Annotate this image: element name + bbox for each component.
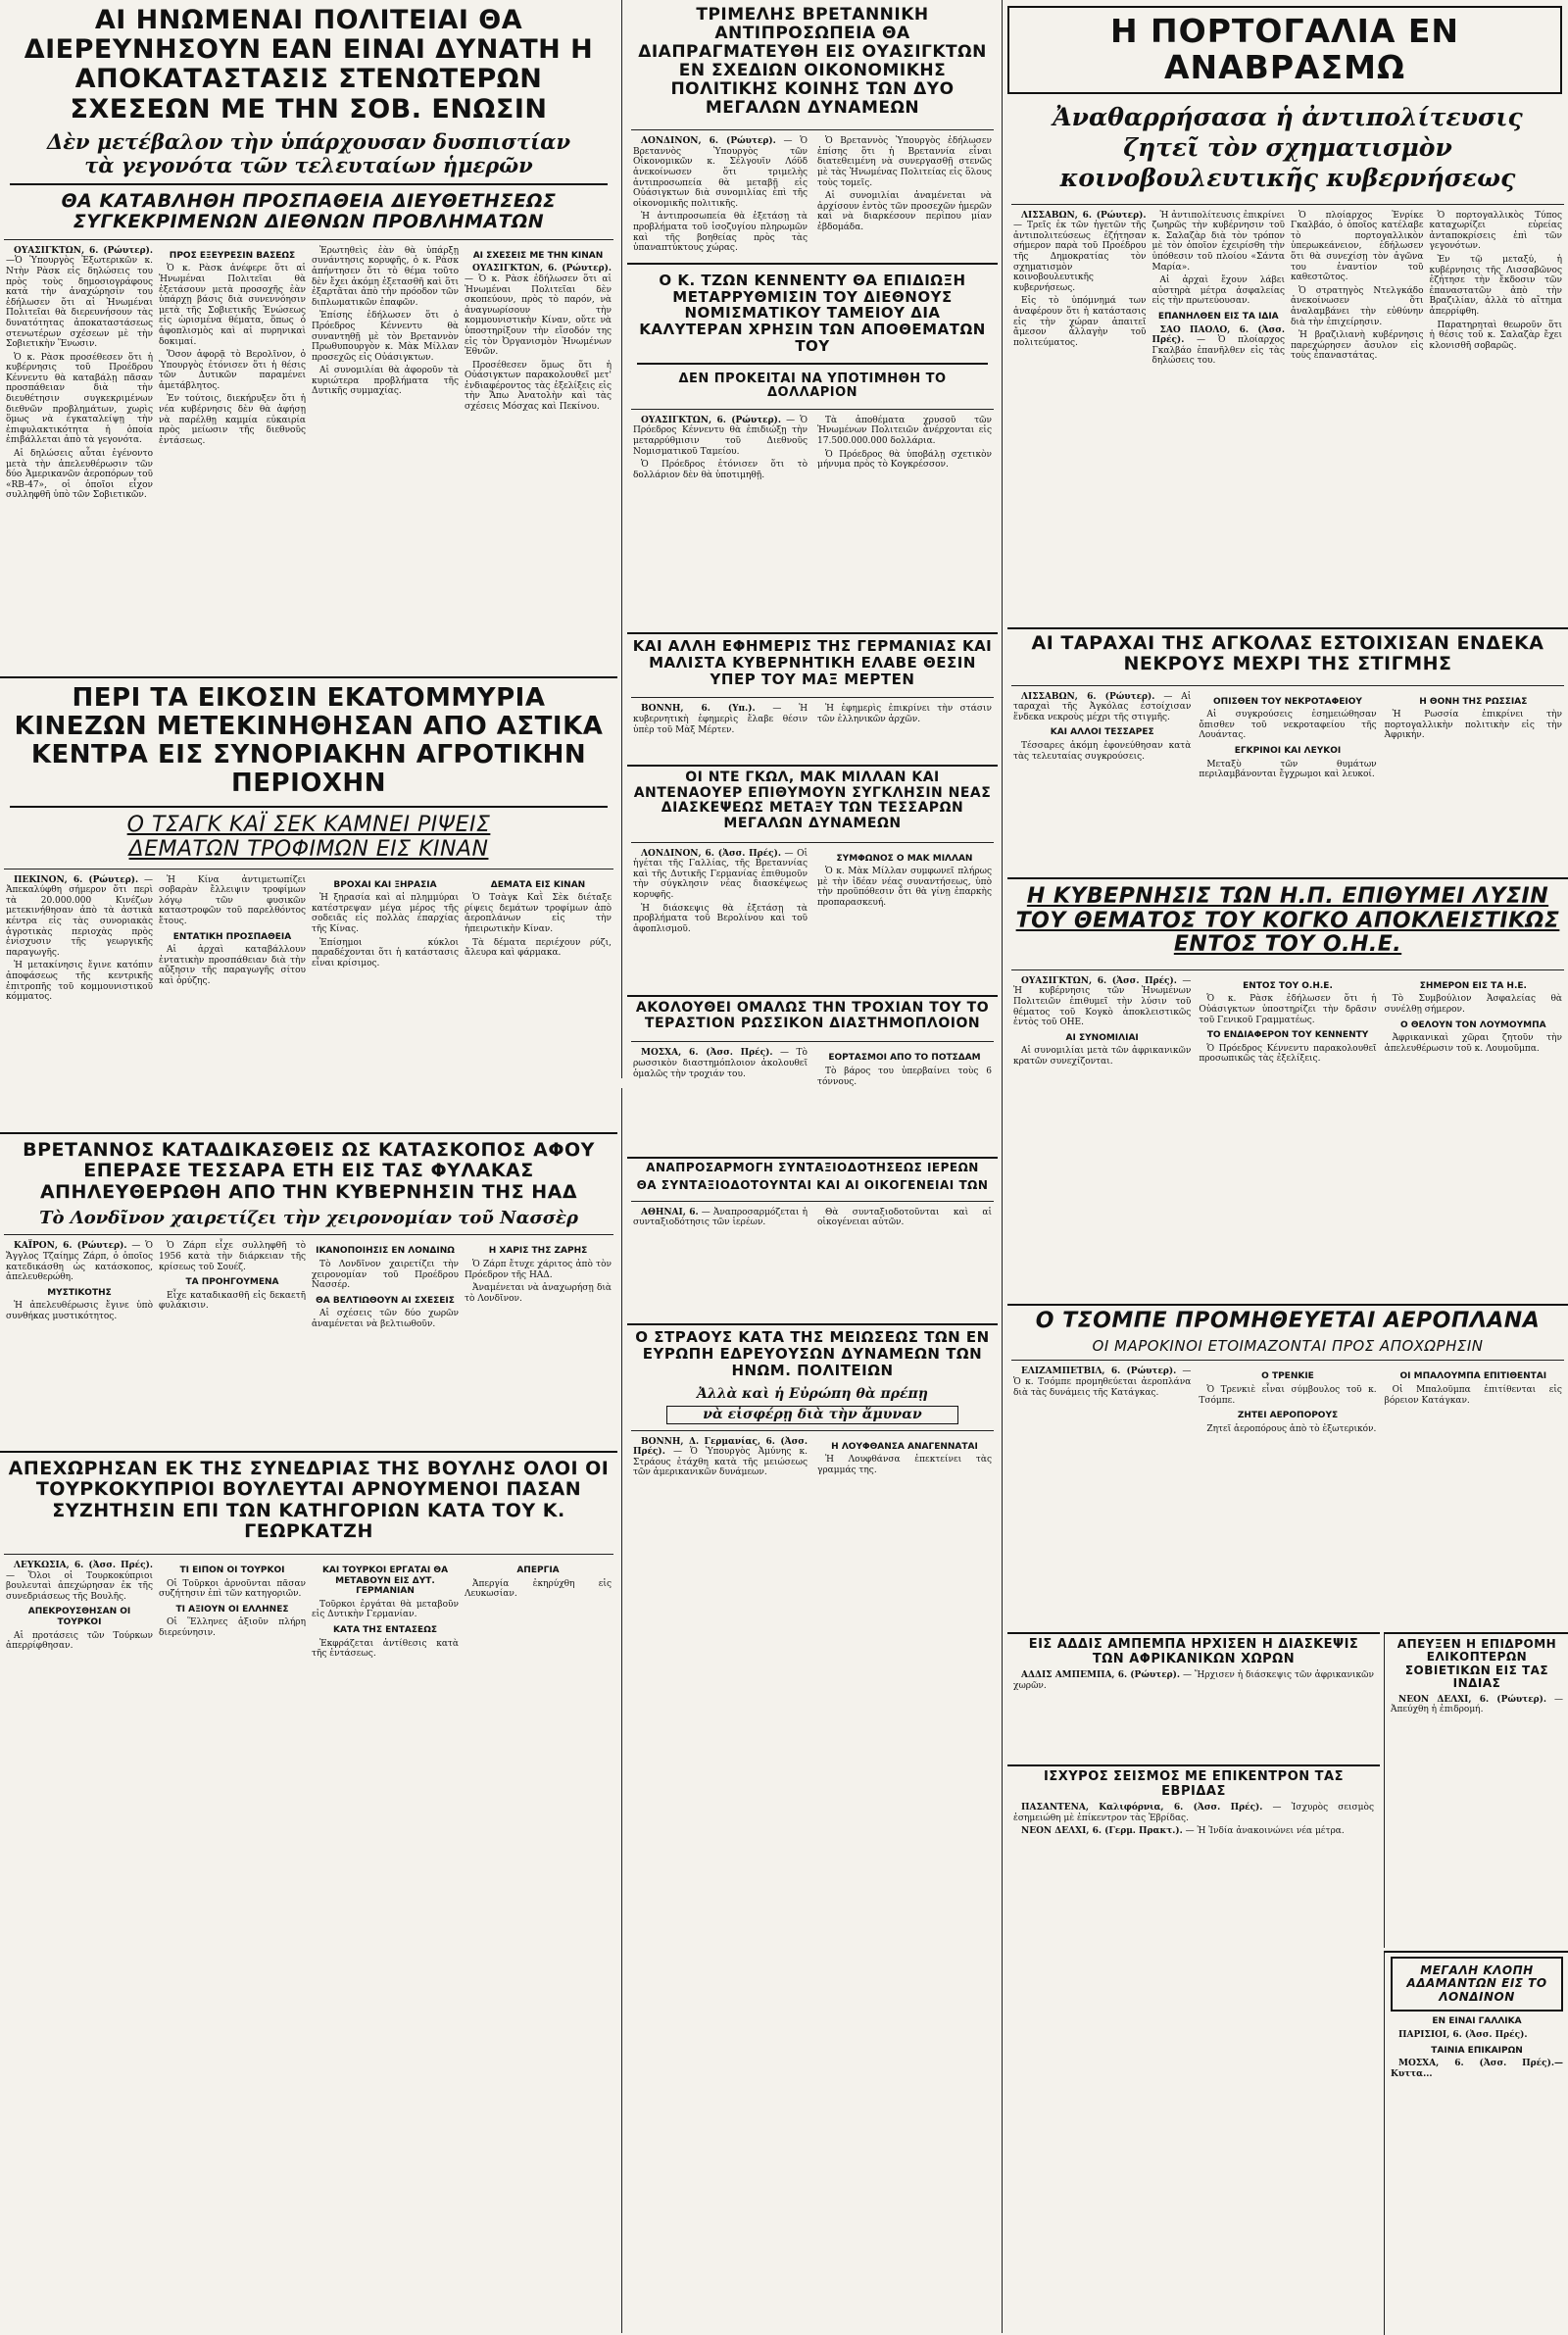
article-column: Ἐρωτηθεὶς ἐὰν θὰ ὑπάρξῃ συνάντησις κορυφῆς, ὁ κ. Ρὰσκ ἀπήντησεν ὅτι τὸ θέμα τοῦτο δὲν ἔχει ἀκόμη ἐξετασθῆ καὶ ὅτι ἐξαρτᾶται ἀπὸ τὴν πρόοδον τῶν διπλωματικῶν ἐπαφῶν. Ἐπίσης ἐδήλωσεν ὅτι ὁ Πρόεδρος Κέννεντυ θὰ συναντηθῇ μὲ τὸν Βρεταννὸν Πρωθυπουργὸν κ. Μὰκ Μίλλαν προσεχῶς εἰς Οὐάσιγκτων. Αἱ συνομιλίαι θὰ ἀφοροῦν τὰ κυριώτερα προβλήματα τῆς Δυτικῆς συμμαχίας. [312, 245, 459, 397]
dateline: ΠΑΣΑΝΤΕΝΑ, Καλιφόρνια, 6. (Ἀσσ. Πρές). [1021, 1803, 1263, 1813]
article-column: Ὁ Βρεταννὸς Ὑπουργὸς ἐδήλωσεν ἐπίσης ὅτι ἡ Βρεταννία εἶναι διατεθειμένη νὰ συνεργασθῇ στενῶς μὲ τὰς Ἡνωμένας Πολιτείας εἰς ὅλους τοὺς τομεῖς. Αἱ συνομιλίαι ἀναμένεται νὰ ἀρχίσουν ἐντὸς τῶν προσεχῶν ἡμερῶν καὶ νὰ διαρκέσουν περίπου μίαν ἑβδομάδα. [817, 136, 992, 232]
article-column: ΟΙ ΜΠΑΛΟΥΜΠΑ ΕΠΙΤΙΘΕΝΤΑΙ Οἱ Μπαλοῦμπα ἐπιτίθενται εἰς βόρειον Κατάγκαν. [1384, 1371, 1562, 1406]
article-column: Η ΛΟΥΦΘΑΝΣΑ ΑΝΑΓΕΝΝΑΤΑΙ Ἡ Λουφθάνσα ἐπεκτείνει τὰς γραμμάς της. [817, 1441, 992, 1475]
article-us-soviet [0, 0, 617, 676]
dateline: ΛΙΣΣΑΒΩΝ, 6. (Ρώυτερ). [1021, 210, 1147, 221]
headline-strauss: Ο ΣΤΡΑΟΥΣ ΚΑΤΑ ΤΗΣ ΜΕΙΩΣΕΩΣ ΤΩΝ ΕΝ ΕΥΡΩΠΗ ΕΔΡΕΥΟΥΣΩΝ ΔΥΝΑΜΕΩΝ ΤΩΝ ΗΝΩΜ. ΠΟΛΙΤΕΙΩΝ [635, 1328, 990, 1379]
article-column: Ἡ ἀντιπολίτευσις ἐπικρίνει ζωηρῶς τὴν κυβέρνησιν τοῦ κ. Σαλαζὰρ διὰ τὸν τρόπον μὲ τὸν ὁποῖον ἐχειρίσθη τὴν ὑπόθεσιν τοῦ πλοίου «Σάντα Μαρία». Αἱ ἀρχαὶ ἔχουν λάβει αὐστηρὰ μέτρα ἀσφαλείας εἰς τὴν πρωτεύουσαν. ΕΠΑΝΗΛΘΕΝ ΕΙΣ ΤΑ ΙΔΙΑ ΣΑΟ ΠΑΟΛΟ, 6. (Ἀσσ. Πρές). — Ὁ πλοίαρχος Γκαλβάο ἐπανῆλθεν εἰς τὰς δηλώσεις του. [1152, 210, 1285, 367]
article-column: ΚΑΙ ΤΟΥΡΚΟΙ ΕΡΓΑΤΑΙ ΘΑ ΜΕΤΑΒΟΥΝ ΕΙΣ ΔΥΤ. ΓΕΡΜΑΝΙΑΝ Τοῦρκοι ἐργάται θὰ μεταβοῦν εἰς Δυτικὴν Γερμανίαν. ΚΑΤΑ ΤΗΣ ΕΝΤΑΣΕΩΣ Ἐκφράζεται ἀντίθεσις κατὰ τῆς ἐντάσεως. [312, 1565, 459, 1660]
article-column: ΟΥΑΣΙΓΚΤΩΝ, 6. (Ἀσσ. Πρές). — Ἡ κυβέρνησις τῶν Ἡνωμένων Πολιτειῶν ἐπιθυμεῖ τὴν λύσιν τοῦ θέματος τοῦ Κογκὸ ἀποκλειστικῶς ἐντὸς τοῦ ΟΗΕ. ΑΙ ΣΥΝΟΜΙΛΙΑΙ Αἱ συνομιλίαι μετὰ τῶν ἀφρικανικῶν κρατῶν συνεχίζονται. [1013, 975, 1192, 1068]
section-heading: ΤΑ ΠΡΟΗΓΟΥΜΕΝΑ [185, 1277, 279, 1288]
headline-us-soviet: ΑΙ ΗΝΩΜΕΝΑΙ ΠΟΛΙΤΕΙΑΙ ΘΑ ΔΙΕΡΕΥΝΗΣΟΥΝ ΕΑΝ ΕΙΝΑΙ ΔΥΝΑΤΗ Η ΑΠΟΚΑΤΑΣΤΑΣΙΣ ΣΤΕΝΩΤΕΡΩΝ ΣΧΕΣΕΩΝ ΜΕ ΤΗΝ ΣΟΒ. ΕΝΩΣΙΝ [24, 5, 594, 124]
section-heading: ΤΑΙΝΙΑ ΕΠΙΚΑΙΡΩΝ [1431, 2045, 1523, 2056]
headline-earthquake: ΙΣΧΥΡΟΣ ΣΕΙΣΜΟΣ ΜΕ ΕΠΙΚΕΝΤΡΟΝ ΤΑΣ ΕΒΡΙΔΑΣ [1044, 1769, 1344, 1799]
headline-tshombe: Ο ΤΣΟΜΠΕ ΠΡΟΜΗΘΕΥΕΤΑΙ ΑΕΡΟΠΛΑΝΑ [1035, 1309, 1541, 1333]
headline-clergy: ΑΝΑΠΡΟΣΑΡΜΟΓΗ ΣΥΝΤΑΞΙΟΔΟΤΗΣΕΩΣ ΙΕΡΕΩΝ [646, 1161, 979, 1174]
article-column: ΒΟΝΝΗ, 6. (Υπ.). — Ἡ κυβερνητικὴ ἐφημερὶς ἔλαβε θέσιν ὑπὲρ τοῦ Μὰξ Μέρτεν. [633, 704, 808, 735]
dateline: ΛΟΝΔΙΝΟΝ, 6. (Ἀσσ. Πρές). [641, 848, 781, 859]
headline-spacecraft: ΑΚΟΛΟΥΘΕΙ ΟΜΑΛΩΣ ΤΗΝ ΤΡΟΧΙΑΝ ΤΟΥ ΤΟ ΤΕΡΑΣΤΙΟΝ ΡΩΣΣΙΚΟΝ ΔΙΑΣΤΗΜΟΠΛΟΙΟΝ [635, 1000, 990, 1031]
article-column: Ο ΤΡΕΝΚΙΕ Ὁ Τρενκιὲ εἶναι σύμβουλος τοῦ κ. Τσόμπε. ΖΗΤΕΙ ΑΕΡΟΠΟΡΟΥΣ Ζητεῖ ἀεροπόρους ἀπὸ τὸ ἐξωτερικόν. [1199, 1371, 1377, 1434]
subheadline-europe: Ἀλλὰ καὶ ἡ Εὐρώπη θὰ πρέπῃ [697, 1386, 928, 1403]
subheadline-international-problems: ΘΑ ΚΑΤΑΒΛΗΘΗ ΠΡΟΣΠΑΘΕΙΑ ΔΙΕΥΘΕΤΗΣΕΩΣ ΣΥΓΚΕΚΡΙΜΕΝΩΝ ΔΙΕΘΝΩΝ ΠΡΟΒΛΗΜΑΤΩΝ [61, 190, 557, 233]
section-heading: ΕΝΤΑΤΙΚΗ ΠΡΟΣΠΑΘΕΙΑ [172, 931, 292, 942]
article-column: ΛΟΝΔΙΝΟΝ, 6. (Ρώυτερ). — Ὁ Βρεταννὸς Ὑπουργὸς τῶν Οἰκονομικῶν κ. Σέλγουϊν Λόϋδ ἀνεκοίνωσεν ὅτι τριμελὴς ἀντιπροσωπεία θὰ μεταβῇ εἰς Οὐάσιγκτων διὰ συνομιλίας ἐπὶ τῆς οἰκονομικῆς πολιτικῆς. Ἡ ἀντιπροσωπεία θὰ ἐξετάσῃ τὰ προβλήματα τοῦ ἰσοζυγίου πληρωμῶν καὶ τῆς βοηθείας πρὸς τὰς ὑπαναπτύκτους χώρας. [633, 136, 808, 254]
headline-congo: Η ΚΥΒΕΡΝΗΣΙΣ ΤΩΝ Η.Π. ΕΠΙΘΥΜΕΙ ΛΥΣΙΝ ΤΟΥ ΘΕΜΑΤΟΣ ΤΟΥ ΚΟΓΚΟ ΑΠΟΚΛΕΙΣΤΙΚΩΣ ΕΝΤΟΣ ΤΟΥ Ο.Η.Ε. [1015, 884, 1560, 958]
article-column: ΣΗΜΕΡΟΝ ΕΙΣ ΤΑ Η.Ε. Τὸ Συμβούλιον Ἀσφαλείας θὰ συνέλθῃ σήμερον. Ο ΘΕΛΟΥΝ ΤΟΝ ΛΟΥΜΟΥΜΠΑ Ἀφρικανικαὶ χῶραι ζητοῦν τὴν ἀπελευθέρωσιν τοῦ κ. Λουμοῦμπα. [1384, 980, 1562, 1054]
dateline: ΛΟΝΔΙΝΟΝ, 6. (Ρώυτερ). [641, 136, 776, 147]
article-column: ΛΙΣΣΑΒΩΝ, 6. (Ρώυτερ). — Τρεῖς ἐκ τῶν ἡγετῶν τῆς ἀντιπολιτεύσεως ἐζήτησαν σήμερον παρὰ τοῦ Προέδρου τῆς Δημοκρατίας τὸν σχηματισμὸν κοινοβουλευτικῆς κυβερνήσεως. Εἰς τὸ ὑπόμνημά των ἀναφέρουν ὅτι ἡ κατάστασις εἰς τὴν χώραν ἀπαιτεῖ ἄμεσον ἀλλαγὴν τοῦ πολιτεύματος. [1013, 210, 1147, 348]
article-strauss [627, 1323, 998, 2335]
dateline: ΟΥΑΣΙΓΚΤΩΝ, 6. (Ρώυτερ). [14, 245, 153, 256]
headline-china: ΠΕΡΙ ΤΑ ΕΙΚΟΣΙΝ ΕΚΑΤΟΜΜΥΡΙΑ ΚΙΝΕΖΩΝ ΜΕΤΕΚΙΝΗΘΗΣΑΝ ΑΠΟ ΑΣΤΙΚΑ ΚΕΝΤΡΑ ΕΙΣ ΣΥΝΟΡΙΑΚΗΝ ΑΓΡΟΤΙΚΗΝ ΠΕΡΙΟΧΗΝ [14, 683, 604, 799]
dateline: ΑΘΗΝΑΙ, 6. [641, 1207, 699, 1217]
article-clergy-pensions [627, 1157, 998, 1320]
article-british-delegation [627, 0, 998, 627]
article-column: ΛΟΝΔΙΝΟΝ, 6. (Ἀσσ. Πρές). — Οἱ ἡγέται τῆς Γαλλίας, τῆς Βρεταννίας καὶ τῆς Δυτικῆς Γερμανίας ἐπιθυμοῦν τὴν σύγκλησιν νέας διασκέψεως κορυφῆς. Ἡ διάσκεψις θὰ ἐξετάσῃ τὰ προβλήματα τοῦ Βερολίνου καὶ τοῦ ἀφοπλισμοῦ. [633, 848, 808, 934]
headline-diamond-theft: ΜΕΓΑΛΗ ΚΛΟΠΗ ΑΔΑΜΑΝΤΩΝ ΕΙΣ ΤΟ ΛΟΝΔΙΝΟΝ [1406, 1963, 1547, 2004]
section-heading: ΟΠΙΣΘΕΝ ΤΟΥ ΝΕΚΡΟΤΑΦΕΙΟΥ [1213, 696, 1362, 707]
headline-kennedy-imf: Ο Κ. ΤΖΩΝ ΚΕΝΝΕΝΤΥ ΘΑ ΕΠΙΔΙΩΞΗ ΜΕΤΑΡΡΥΘΜΙΣΙΝ ΤΟΥ ΔΙΕΘΝΟΥΣ ΝΟΜΙΣΜΑΤΙΚΟΥ ΤΑΜΕΙΟΥ ΔΙΑ ΚΑΛΥΤΕΡΑΝ ΧΡΗΣΙΝ ΤΩΝ ΑΠΟΘΕΜΑΤΩΝ ΤΟΥ [639, 271, 986, 355]
article-column: ΑΙ ΣΧΕΣΕΙΣ ΜΕ ΤΗΝ ΚΙΝΑΝ ΟΥΑΣΙΓΚΤΩΝ, 6. (Ρώυτερ). — Ὁ κ. Ρὰσκ ἐδήλωσεν ὅτι αἱ Ἡνωμέναι Πολιτεῖαι δὲν σκοπεύουν, πρὸς τὸ παρόν, νὰ ἀναγνωρίσουν τὴν κομμουνιστικὴν Κίναν, οὔτε νὰ ὑποστηρίξουν τὴν εἴσοδόν της εἰς τὸν Ὀργανισμὸν Ἡνωμένων Ἐθνῶν. Προσέθεσεν ὅμως ὅτι ἡ Οὐάσιγκτων παρακολουθεῖ μετ' ἐνδιαφέροντος τὰς ἐξελίξεις εἰς τὴν Ἄπω Ἀνατολὴν καὶ τὰς σχέσεις Μόσχας καὶ Πεκίνου. [465, 250, 612, 413]
article-column: ΠΕΚΙΝΟΝ, 6. (Ρώυτερ). — Ἀπεκαλύφθη σήμερον ὅτι περὶ τὰ 20.000.000 Κινέζων μετεκινήθησαν ἀπὸ τὰ ἀστικὰ κέντρα εἰς τὰς συνοριακὰς ἀγροτικὰς περιοχὰς πρὸς ἐνίσχυσιν τῆς γεωργικῆς παραγωγῆς. Ἡ μετακίνησις ἔγινε κατόπιν ἀποφάσεως τῆς κεντρικῆς ἐπιτροπῆς τοῦ κομμουνιστικοῦ κόμματος. [6, 874, 153, 1003]
section-heading: ΕΝ ΕΙΝΑΙ ΓΑΛΛΙΚΑ [1432, 2016, 1522, 2027]
section-heading: ΠΡΟΣ ΕΞΕΥΡΕΣΙΝ ΒΑΣΕΩΣ [169, 250, 296, 261]
headline-spy: ΒΡΕΤΑΝΝΟΣ ΚΑΤΑΔΙΚΑΣΘΕΙΣ ΩΣ ΚΑΤΑΣΚΟΠΟΣ ΑΦΟΥ ΕΠΕΡΑΣΕ ΤΕΣΣΑΡΑ ΕΤΗ ΕΙΣ ΤΑΣ ΦΥΛΑΚΑΣ ΑΠΗΛΕΥΘΕΡΩΘΗ ΑΠΟ ΤΗΝ ΚΥΒΕΡΝΗΣΙΝ ΤΗΣ ΗΑΔ [23, 1139, 595, 1203]
article-column: ΙΚΑΝΟΠΟΙΗΣΙΣ ΕΝ ΛΟΝΔΙΝΩ Τὸ Λονδῖνον χαιρετίζει τὴν χειρονομίαν τοῦ Προέδρου Νασσέρ. ΘΑ ΒΕΛΤΙΩΘΟΥΝ ΑΙ ΣΧΕΣΕΙΣ Αἱ σχέσεις τῶν δύο χωρῶν ἀναμένεται νὰ βελτιωθοῦν. [312, 1246, 459, 1330]
article-cyprus [0, 1451, 617, 2335]
article-column: ΛΕΥΚΩΣΙΑ, 6. (Ἀσσ. Πρές). — Ὅλοι οἱ Τουρκοκύπριοι βουλευταὶ ἀπεχώρησαν ἐκ τῆς συνεδριάσεως τῆς Βουλῆς. ΑΠΕΚΡΟΥΣΘΗΣΑΝ ΟΙ ΤΟΥΡΚΟΙ Αἱ προτάσεις τῶν Τούρκων ἀπερρίφθησαν. [6, 1561, 153, 1652]
section-heading: ΕΟΡΤΑΣΜΟΙ ΑΠΟ ΤΟ ΠΟΤΣΔΑΜ [828, 1053, 981, 1064]
dateline: ΒΟΝΝΗ, 6. (Υπ.). [641, 704, 756, 715]
section-heading: ΚΑΙ ΤΟΥΡΚΟΙ ΕΡΓΑΤΑΙ ΘΑ ΜΕΤΑΒΟΥΝ ΕΙΣ ΔΥΤ. ΓΕΡΜΑΝΙΑΝ [321, 1565, 449, 1597]
section-heading: Ο ΤΡΕΝΚΙΕ [1261, 1371, 1314, 1382]
article-soviet-spacecraft [627, 995, 998, 1154]
article-column: Η ΧΑΡΙΣ ΤΗΣ ΖΑΡΗΣ Ὁ Ζάρπ ἔτυχε χάριτος ἀπὸ τὸν Πρόεδρον τῆς ΗΑΔ. Ἀναμένεται νὰ ἀναχωρήσῃ διὰ τὸ Λονδῖνον. [465, 1246, 612, 1304]
subheadline-moroccans: ΟΙ ΜΑΡΟΚΙΝΟΙ ΕΤΟΙΜΑΖΟΝΤΑΙ ΠΡΟΣ ΑΠΟΧΩΡΗΣΙΝ [1092, 1336, 1484, 1355]
article-lead: —Ὁ Ὑπουργὸς Ἐξωτερικῶν κ. Ντὴν Ρὰσκ εἰς δηλώσεις του πρὸς τοὺς δημοσιογράφους κατὰ τὴν ἀναχώρησίν του ἐδήλωσεν ὅτι αἱ Ἡνωμέναι Πολιτεῖαι θὰ διερευνήσουν τὰς δυνατότητας ἀποκαταστάσεως στενωτέρων σχέσεων μὲ τὴν Σοβιετικὴν Ἕνωσιν. [6, 256, 153, 350]
dateline: ΟΥΑΣΙΓΚΤΩΝ, 6. (Ρώυτερ). [641, 415, 782, 425]
section-heading: ΣΥΜΦΩΝΟΣ Ο ΜΑΚ ΜΙΛΛΑΝ [836, 853, 973, 864]
section-heading: ΚΑΙ ΑΛΛΟΙ ΤΕΣΣΑΡΕΣ [1050, 727, 1154, 738]
section-heading: ΖΗΤΕΙ ΑΕΡΟΠΟΡΟΥΣ [1237, 1411, 1339, 1421]
subheadline-nasser: Τὸ Λονδῖνον χαιρετίζει τὴν χειρονομίαν τοῦ Νασσὲρ [39, 1207, 578, 1228]
article-earthquake [1007, 1764, 1380, 2335]
headline-cyprus: ΑΠΕΧΩΡΗΣΑΝ ΕΚ ΤΗΣ ΣΥΝΕΔΡΙΑΣ ΤΗΣ ΒΟΥΛΗΣ ΟΛΟΙ ΟΙ ΤΟΥΡΚΟΚΥΠΡΙΟΙ ΒΟΥΛΕΥΤΑΙ ΑΡΝΟΥΜΕΝΟΙ ΠΑΣΑΝ ΣΥΖΗΤΗΣΙΝ ΕΠΙ ΤΩΝ ΚΑΤΗΓΟΡΙΩΝ ΚΑΤΑ ΤΟΥ Κ. ΓΕΩΡΚΑΤΖΗ [8, 1458, 610, 1542]
section-heading: ΣΗΜΕΡΟΝ ΕΙΣ ΤΑ Η.Ε. [1419, 980, 1527, 991]
article-column: ΠΑΣΑΝΤΕΝΑ, Καλιφόρνια, 6. (Ἀσσ. Πρές). — Ἰσχυρὸς σεισμὸς ἐσημειώθη μὲ ἐπίκεντρον τὰς Ἑβρίδας. ΝΕΟΝ ΔΕΛΧΙ, 6. (Γερμ. Πρακτ.). — Ἡ Ἰνδία ἀνακοινώνει νέα μέτρα. [1013, 1803, 1374, 1837]
article-column: Ὁ πλοίαρχος Ἐνρίκε Γκαλβάο, ὁ ὁποῖος κατέλαβε τὸ πορτογαλλικὸν ὑπερωκεάνειον, ἐδήλωσεν ὅτι θὰ συνεχίσῃ τὸν ἀγῶνα του ἐναντίον τοῦ καθεστῶτος. Ὁ στρατηγὸς Ντελγκάδο ἀνεκοίνωσεν ὅτι ἀναλαμβάνει τὴν εὐθύνην διὰ τὴν ἐπιχείρησιν. Ἡ βραζιλιανὴ κυβέρνησις παρεχώρησεν ἄσυλον εἰς τοὺς ἐπαναστάτας. [1291, 210, 1424, 362]
headline-angola: ΑΙ ΤΑΡΑΧΑΙ ΤΗΣ ΑΓΚΟΛΑΣ ΕΣΤΟΙΧΙΣΑΝ ΕΝΔΕΚΑ ΝΕΚΡΟΥΣ ΜΕΧΡΙ ΤΗΣ ΣΤΙΓΜΗΣ [1031, 632, 1544, 675]
article-column: ΤΙ ΕΙΠΟΝ ΟΙ ΤΟΥΡΚΟΙ Οἱ Τοῦρκοι ἀρνοῦνται πᾶσαν συζήτησιν ἐπὶ τῶν κατηγοριῶν. ΤΙ ΑΞΙΟΥΝ ΟΙ ΕΛΛΗΝΕΣ Οἱ Ἕλληνες ἀξιοῦν πλήρη διερεύνησιν. [159, 1565, 306, 1639]
article-big-four [627, 765, 998, 992]
section-heading: ΕΠΑΝΗΛΘΕΝ ΕΙΣ ΤΑ ΙΔΙΑ [1157, 312, 1279, 322]
article-column: ΕΟΡΤΑΣΜΟΙ ΑΠΟ ΤΟ ΠΟΤΣΔΑΜ Τὸ βάρος του ὑπερβαίνει τοὺς 6 τόννους. [817, 1053, 992, 1087]
article-diamond-theft [1384, 1951, 1568, 2335]
article-column: ΑΔΔΙΣ ΑΜΠΕΜΠΑ, 6. (Ρώυτερ). — Ἤρχισεν ἡ διάσκεψις τῶν ἀφρικανικῶν χωρῶν. [1013, 1670, 1374, 1691]
article-portugal [1007, 0, 1568, 627]
dateline: ΝΕΟΝ ΔΕΛΧΙ, 6. (Γερμ. Πρακτ.). [1021, 1826, 1183, 1837]
article-column: ΚΑΪΡΟΝ, 6. (Ρώυτερ). — Ὁ Ἄγγλος Τζαίημς Ζάρπ, ὁ ὁποῖος κατεδικάσθη ὡς κατάσκοπος, ἀπελευθερώθη. ΜΥΣΤΙΚΟΤΗΣ Ἡ ἀπελευθέρωσις ἔγινε ὑπὸ συνθήκας μυστικότητος. [6, 1241, 153, 1322]
dateline: ΠΕΚΙΝΟΝ, 6. (Ρώυτερ). [14, 874, 139, 885]
dateline: ΕΛΙΖΑΜΠΕΤΒΙΛ, 6. (Ρώυτερ). [1021, 1366, 1177, 1377]
subheadline-food-parcels: ΔΕΜΑΤΩΝ ΤΡΟΦΙΜΩΝ ΕΙΣ ΚΙΝΑΝ [128, 837, 489, 863]
subheadline-portugal: Ἀναθαρρήσασα ἡ ἀντιπολίτευσις ζητεῖ τὸν σχηματισμὸν κοινοβουλευτικῆς κυβερνήσεως [1053, 102, 1523, 193]
headline-british-delegation: ΤΡΙΜΕΛΗΣ ΒΡΕΤΑΝΝΙΚΗ ΑΝΤΙΠΡΟΣΩΠΕΙΑ ΘΑ ΔΙΑΠΡΑΓΜΑΤΕΥΘΗ ΕΙΣ ΟΥΑΣΙΓΚΤΩΝ ΕΝ ΣΧΕΔΙΩΝ ΟΙΚΟΝΟΜΙΚΗΣ ΠΟΛΙΤΙΚΗΣ ΚΟΙΝΗΣ ΤΩΝ ΔΥΟ ΜΕΓΑΛΩΝ ΔΥΝΑΜΕΩΝ [638, 5, 987, 119]
article-column: ΣΥΜΦΩΝΟΣ Ο ΜΑΚ ΜΙΛΛΑΝ Ὁ κ. Μὰκ Μίλλαν συμφωνεῖ πλήρως μὲ τὴν ἰδέαν νέας συναντήσεως, ὑπὸ τὴν προϋπόθεσιν ὅτι θὰ γίνῃ ἐπαρκὴς προπαρασκευή. [817, 853, 992, 909]
article-column: Ἡ ἐφημερὶς ἐπικρίνει τὴν στάσιν τῶν ἑλληνικῶν ἀρχῶν. [817, 704, 992, 724]
article-addis-ababa [1007, 1632, 1380, 1762]
article-germany [627, 632, 998, 762]
section-heading: ΚΑΤΑ ΤΗΣ ΕΝΤΑΣΕΩΣ [332, 1625, 437, 1636]
article-column: Η ΘΟΝΗ ΤΗΣ ΡΩΣΣΙΑΣ Ἡ Ρωσσία ἐπικρίνει τὴν πορτογαλλικὴν πολιτικὴν εἰς τὴν Ἀφρικήν. [1384, 696, 1562, 741]
section-heading: Η ΛΟΥΦΘΑΝΣΑ ΑΝΑΓΕΝΝΑΤΑΙ [831, 1441, 978, 1452]
dateline: ΒΟΝΝΗ, Δ. Γερμανίας, 6. (Ἀσσ. Πρές). [633, 1436, 808, 1458]
dateline: ΜΟΣΧΑ, 6. (Ἀσσ. Πρές). [641, 1048, 773, 1059]
section-heading: ΑΠΕΡΓΙΑ [516, 1565, 560, 1576]
article-column: Θὰ συνταξιοδοτοῦνται καὶ αἱ οἰκογένειαι αὐτῶν. [817, 1207, 992, 1228]
article-column: ΠΡΟΣ ΕΞΕΥΡΕΣΙΝ ΒΑΣΕΩΣ Ὁ κ. Ρὰσκ ἀνέφερε ὅτι αἱ Ἡνωμέναι Πολιτεῖαι θὰ ἐξετάσουν μετὰ προσοχῆς ἐὰν ὑπάρχῃ βάσις διὰ συνεννόησιν μετὰ τῆς Σοβιετικῆς Ἑνώσεως εἰς ὡρισμένα θέματα, ὅπως ὁ ἀφοπλισμὸς καὶ αἱ πυρηνικαὶ δοκιμαί. Ὅσον ἀφορᾷ τὸ Βερολῖνον, ὁ Ὑπουργὸς ἐτόνισεν ὅτι ἡ θέσις τῶν Δυτικῶν παραμένει ἀμετάβλητος. Ἐν τούτοις, διεκήρυξεν ὅτι ἡ νέα κυβέρνησις δὲν θὰ ἀφήσῃ νὰ παρέλθῃ καμμία εὐκαιρία πρὸς μείωσιν τῆς διεθνοῦς ἐντάσεως. [159, 250, 306, 446]
section-heading: ΑΙ ΣΥΝΟΜΙΛΙΑΙ [1065, 1032, 1139, 1043]
headline-addis-ababa: ΕΙΣ ΑΔΔΙΣ ΑΜΠΕΜΠΑ ΗΡΧΙΣΕΝ Η ΔΙΑΣΚΕΨΙΣ ΤΩΝ ΑΦΡΙΚΑΝΙΚΩΝ ΧΩΡΩΝ [1028, 1637, 1359, 1666]
article-column: ΟΥΑΣΙΓΚΤΩΝ, 6. (Ρώυτερ). —Ὁ Ὑπουργὸς Ἐξωτερικῶν κ. Ντὴν Ρὰσκ εἰς δηλώσεις του πρὸς τοὺς δημοσιογράφους κατὰ τὴν ἀναχώρησίν του ἐδήλωσεν ὅτι αἱ Ἡνωμέναι Πολιτεῖαι θὰ διερευνήσουν τὰς δυνατότητας ἀποκαταστάσεως στενωτέρων σχέσεων μὲ τὴν Σοβιετικὴν Ἕνωσιν. Ὁ κ. Ρὰσκ προσέθεσεν ὅτι ἡ κυβέρνησις τοῦ Προέδρου Κέννεντυ θὰ καταβάλῃ πᾶσαν προσπάθειαν διὰ τὴν διευθέτησιν συγκεκριμένων διεθνῶν προβλημάτων, χωρὶς ὅμως νὰ ἐγκαταλείψῃ τὴν ἐπιφυλακτικότητα ἡ ὁποία ἐπιβάλλεται ἀπὸ τὰ γεγονότα. Αἱ δηλώσεις αὗται ἐγένοντο μετὰ τὴν ἀπελευθέρωσιν τῶν δύο Ἀμερικανῶν ἀεροπόρων τοῦ «RB-47», οἱ ὁποῖοι εἶχον συλληφθῆ ὑπὸ τῶν Σοβιετικῶν. [6, 245, 153, 501]
article-column: ΕΛΙΖΑΜΠΕΤΒΙΛ, 6. (Ρώυτερ). — Ὁ κ. Τσόμπε προμηθεύεται ἀεροπλάνα διὰ τὰς δυνάμεις τῆς Κατάγκας. [1013, 1366, 1192, 1398]
section-heading: ΤΟ ΕΝΔΙΑΦΕΡΟΝ ΤΟΥ ΚΕΝΝΕΝΤΥ [1206, 1030, 1369, 1041]
section-heading: Ο ΘΕΛΟΥΝ ΤΟΝ ΛΟΥΜΟΥΜΠΑ [1400, 1019, 1546, 1030]
article-congo [1007, 877, 1568, 1301]
article-column: Ὁ πορτογαλλικὸς Τύπος καταχωρίζει εὐρείας ἀνταποκρίσεις ἐπὶ τῶν γεγονότων. Ἐν τῷ μεταξύ, ἡ κυβέρνησις τῆς Λισσαβῶνος ἐζήτησε τὴν ἔκδοσιν τῶν ἐπαναστατῶν ἀπὸ τὴν Βραζιλίαν, ἀλλὰ τὸ αἴτημα ἀπερρίφθη. Παρατηρηταὶ θεωροῦν ὅτι ἡ θέσις τοῦ κ. Σαλαζὰρ ἔχει κλονισθῆ σοβαρῶς. [1429, 210, 1562, 351]
article-column: ΑΘΗΝΑΙ, 6. — Ἀναπροσαρμόζεται ἡ συνταξιοδότησις τῶν ἱερέων. [633, 1207, 808, 1228]
dateline: ΝΕΟΝ ΔΕΛΧΙ, 6. (Ρώυτερ). [1398, 1694, 1547, 1705]
section-heading: ΑΙ ΣΧΕΣΕΙΣ ΜΕ ΤΗΝ ΚΙΝΑΝ [472, 250, 604, 261]
article-column: ΒΟΝΝΗ, Δ. Γερμανίας, 6. (Ἀσσ. Πρές). — Ὁ Ὑπουργὸς Ἀμύνης κ. Στράους ἐτάχθη κατὰ τῆς μειώσεως τῶν ἀμερικανικῶν δυνάμεων. [633, 1436, 808, 1478]
headline-portugal: Η ΠΟΡΤΟΓΑΛΙΑ ΕΝ ΑΝΑΒΡΑΣΜΩ [1109, 12, 1460, 86]
section-heading: ΤΙ ΕΙΠΟΝ ΟΙ ΤΟΥΡΚΟΙ [179, 1565, 285, 1576]
article-column [1385, 2016, 1568, 2079]
subheadline-dollar: ΔΕΝ ΠΡΟΚΕΙΤΑΙ ΝΑ ΥΠΟΤΙΜΗΘΗ ΤΟ ΔΟΛΛΑΡΙΟΝ [678, 371, 947, 401]
dateline: ΟΥΑΣΙΓΚΤΩΝ, 6. (Ρώυτερ). [472, 264, 612, 274]
dateline: ΛΕΥΚΩΣΙΑ, 6. (Ἀσσ. Πρές). [14, 1561, 153, 1571]
section-heading: ΕΝΤΟΣ ΤΟΥ Ο.Η.Ε. [1243, 980, 1333, 991]
dateline: ΣΑΟ ΠΑΟΛΟ, 6. (Ἀσσ. Πρές). [1152, 324, 1285, 346]
article-column: ΝΕΟΝ ΔΕΛΧΙ, 6. (Ρώυτερ). — Ἀπεύχθη ἡ ἐπιδρομή. [1391, 1694, 1563, 1715]
headline-india: ΑΠΕΥΞΕΝ Η ΕΠΙΔΡΟΜΗ ΕΛΙΚΟΠΤΕΡΩΝ ΣΟΒΙΕΤΙΚΩΝ ΕΙΣ ΤΑΣ ΙΝΔΙΑΣ [1396, 1637, 1557, 1691]
article-column: ΒΡΟΧΑΙ ΚΑΙ ΞΗΡΑΣΙΑ Ἡ ξηρασία καὶ αἱ πλημμύραι κατέστρεψαν μέγα μέρος τῆς σοδειᾶς εἰς πολλὰς ἐπαρχίας τῆς Κίνας. Ἐπίσημοι κύκλοι παραδέχονται ὅτι ἡ κατάστασις εἶναι κρίσιμος. [312, 879, 459, 969]
article-column: ΔΕΜΑΤΑ ΕΙΣ ΚΙΝΑΝ Ὁ Τσὰγκ Καῒ Σὲκ διέταξε ρίψεις δεμάτων τροφίμων ἀπὸ ἀεροπλάνων εἰς τὴν ἠπειρωτικὴν Κίναν. Τὰ δέματα περιέχουν ρύζι, ἄλευρα καὶ φάρμακα. [465, 879, 612, 959]
headline-germany: ΚΑΙ ΑΛΛΗ ΕΦΗΜΕΡΙΣ ΤΗΣ ΓΕΡΜΑΝΙΑΣ ΚΑΙ ΜΑΛΙΣΤΑ ΚΥΒΕΡΝΗΤΙΚΗ ΕΛΑΒΕ ΘΕΣΙΝ ΥΠΕΡ ΤΟΥ ΜΑΞ ΜΕΡΤΕΝ [632, 637, 993, 688]
section-heading: Η ΘΟΝΗ ΤΗΣ ΡΩΣΣΙΑΣ [1419, 696, 1528, 707]
article-column: Ὁ Ζάρπ εἶχε συλληφθῆ τὸ 1956 κατὰ τὴν διάρκειαν τῆς κρίσεως τοῦ Σουέζ. ΤΑ ΠΡΟΗΓΟΥΜΕΝΑ Εἶχε καταδικασθῆ εἰς δεκαετῆ φυλάκισιν. [159, 1241, 306, 1312]
article-spy [0, 1132, 617, 1448]
subheadline-distrust: Δὲν μετέβαλον τὴν ὑπάρχουσαν δυσπιστίαν τὰ γεγονότα τῶν τελευταίων ἡμερῶν [46, 128, 571, 178]
article-tshombe [1007, 1304, 1568, 1629]
article-india-helicopters [1384, 1632, 1568, 1948]
section-heading: ΔΕΜΑΤΑ ΕΙΣ ΚΙΝΑΝ [490, 879, 586, 890]
section-heading: ΙΚΑΝΟΠΟΙΗΣΙΣ ΕΝ ΛΟΝΔΙΝΩ [316, 1246, 455, 1257]
dateline: ΚΑΪΡΟΝ, 6. (Ρώυτερ). [14, 1241, 127, 1252]
section-heading: Η ΧΑΡΙΣ ΤΗΣ ΖΑΡΗΣ [488, 1246, 588, 1257]
section-heading: ΘΑ ΒΕΛΤΙΩΘΟΥΝ ΑΙ ΣΧΕΣΕΙΣ [316, 1295, 455, 1306]
article-column: ΛΙΣΣΑΒΩΝ, 6. (Ρώυτερ). — Αἱ ταραχαὶ τῆς Ἀγκόλας ἐστοίχισαν ἕνδεκα νεκροὺς μέχρι τῆς στιγμῆς. ΚΑΙ ΑΛΛΟΙ ΤΕΣΣΑΡΕΣ Τέσσαρες ἀκόμη ἐφονεύθησαν κατὰ τὰς τελευταίας συγκρούσεις. [1013, 691, 1192, 762]
dateline: ΜΟΣΧΑ, 6. (Ἀσσ. Πρές).— Κυττα... [1391, 2059, 1563, 2079]
dateline: ΟΥΑΣΙΓΚΤΩΝ, 6. (Ἀσσ. Πρές). [1021, 975, 1177, 986]
dateline: ΑΔΔΙΣ ΑΜΠΕΜΠΑ, 6. (Ρώυτερ). [1021, 1670, 1181, 1681]
subheadline-defense: νὰ εἰσφέρῃ διὰ τὴν ἄμυναν [666, 1406, 958, 1423]
article-angola [1007, 627, 1568, 874]
subheadline-families: ΘΑ ΣΥΝΤΑΞΙΟΔΟΤΟΥΝΤΑΙ ΚΑΙ ΑΙ ΟΙΚΟΓΕΝΕΙΑΙ ΤΩΝ [636, 1178, 989, 1193]
article-column: ΟΠΙΣΘΕΝ ΤΟΥ ΝΕΚΡΟΤΑΦΕΙΟΥ Αἱ συγκρούσεις ἐσημειώθησαν ὄπισθεν τοῦ νεκροταφείου τῆς Λουάντας. ΕΓΚΡΙΝΟΙ ΚΑΙ ΛΕΥΚΟΙ Μεταξὺ τῶν θυμάτων περιλαμβάνονται ἔγχρωμοι καὶ λευκοί. [1199, 696, 1377, 780]
section-heading: ΕΓΚΡΙΝΟΙ ΚΑΙ ΛΕΥΚΟΙ [1234, 745, 1342, 756]
article-column: ΕΝΤΟΣ ΤΟΥ Ο.Η.Ε. Ὁ κ. Ρὰσκ ἐδήλωσεν ὅτι ἡ Οὐάσιγκτων ὑποστηρίζει τὴν δρᾶσιν τοῦ Γενικοῦ Γραμματέως. ΤΟ ΕΝΔΙΑΦΕΡΟΝ ΤΟΥ ΚΕΝΝΕΝΤΥ Ὁ Πρόεδρος Κέννεντυ παρακολουθεῖ προσωπικῶς τὰς ἐξελίξεις. [1199, 980, 1377, 1065]
dateline: ΛΙΣΣΑΒΩΝ, 6. (Ρώυτερ). [1021, 691, 1155, 702]
subheadline-chiang: Ο ΤΣΑΓΚ ΚΑΪ ΣΕΚ ΚΑΜΝΕΙ ΡΙΨΕΙΣ [126, 813, 491, 838]
headline-big-four: ΟΙ ΝΤΕ ΓΚΩΛ, ΜΑΚ ΜΙΛΛΑΝ ΚΑΙ ΑΝΤΕΝΑΟΥΕΡ ΕΠΙΘΥΜΟΥΝ ΣΥΓΚΛΗΣΙΝ ΝΕΑΣ ΔΙΑΣΚΕΨΕΩΣ ΜΕΤΑΞΥ ΤΩΝ ΤΕΣΣΑΡΩΝ ΜΕΓΑΛΩΝ ΔΥΝΑΜΕΩΝ [633, 770, 992, 832]
article-column: ΑΠΕΡΓΙΑ Ἀπεργία ἐκηρύχθη εἰς Λευκωσίαν. [465, 1565, 612, 1600]
section-heading: ΒΡΟΧΑΙ ΚΑΙ ΞΗΡΑΣΙΑ [333, 879, 437, 890]
section-heading: ΜΥΣΤΙΚΟΤΗΣ [47, 1287, 112, 1298]
article-column: Τὰ ἀποθέματα χρυσοῦ τῶν Ἡνωμένων Πολιτειῶν ἀνέρχονται εἰς 17.500.000.000 δολλάρια. Ὁ Πρόεδρος θὰ ὑποβάλῃ σχετικὸν μήνυμα πρὸς τὸ Κογκρέσσον. [817, 415, 992, 471]
dateline: ΠΑΡΙΣΙΟΙ, 6. (Ἀσσ. Πρές). [1398, 2029, 1528, 2040]
section-heading: ΟΙ ΜΠΑΛΟΥΜΠΑ ΕΠΙΤΙΘΕΝΤΑΙ [1399, 1371, 1547, 1382]
section-heading: ΤΙ ΑΞΙΟΥΝ ΟΙ ΕΛΛΗΝΕΣ [175, 1604, 289, 1615]
section-heading: ΑΠΕΚΡΟΥΣΘΗΣΑΝ ΟΙ ΤΟΥΡΚΟΙ [27, 1607, 131, 1628]
article-column: Ἡ Κίνα ἀντιμετωπίζει σοβαρὰν ἔλλειψιν τροφίμων λόγῳ τῶν φυσικῶν καταστροφῶν τοῦ παρελθόντος ἔτους. ΕΝΤΑΤΙΚΗ ΠΡΟΣΠΑΘΕΙΑ Αἱ ἀρχαὶ καταβάλλουν ἐντατικὴν προσπάθειαν διὰ τὴν αὔξησιν τῆς παραγωγῆς σίτου καὶ ὀρύζης. [159, 874, 306, 987]
article-column: ΜΟΣΧΑ, 6. (Ἀσσ. Πρές). — Τὸ ρωσσικὸν διαστημόπλοιον ἀκολουθεῖ ὁμαλῶς τὴν τροχιάν του. [633, 1048, 808, 1079]
article-column: ΟΥΑΣΙΓΚΤΩΝ, 6. (Ρώυτερ). — Ὁ Πρόεδρος Κέννεντυ θὰ ἐπιδιώξῃ τὴν μεταρρύθμισιν τοῦ Διεθνοῦς Νομισματικοῦ Ταμείου. Ὁ Πρόεδρος ἐτόνισεν ὅτι τὸ δολλάριον δὲν θὰ ὑποτιμηθῇ. [633, 415, 808, 480]
article-china [0, 676, 617, 1129]
